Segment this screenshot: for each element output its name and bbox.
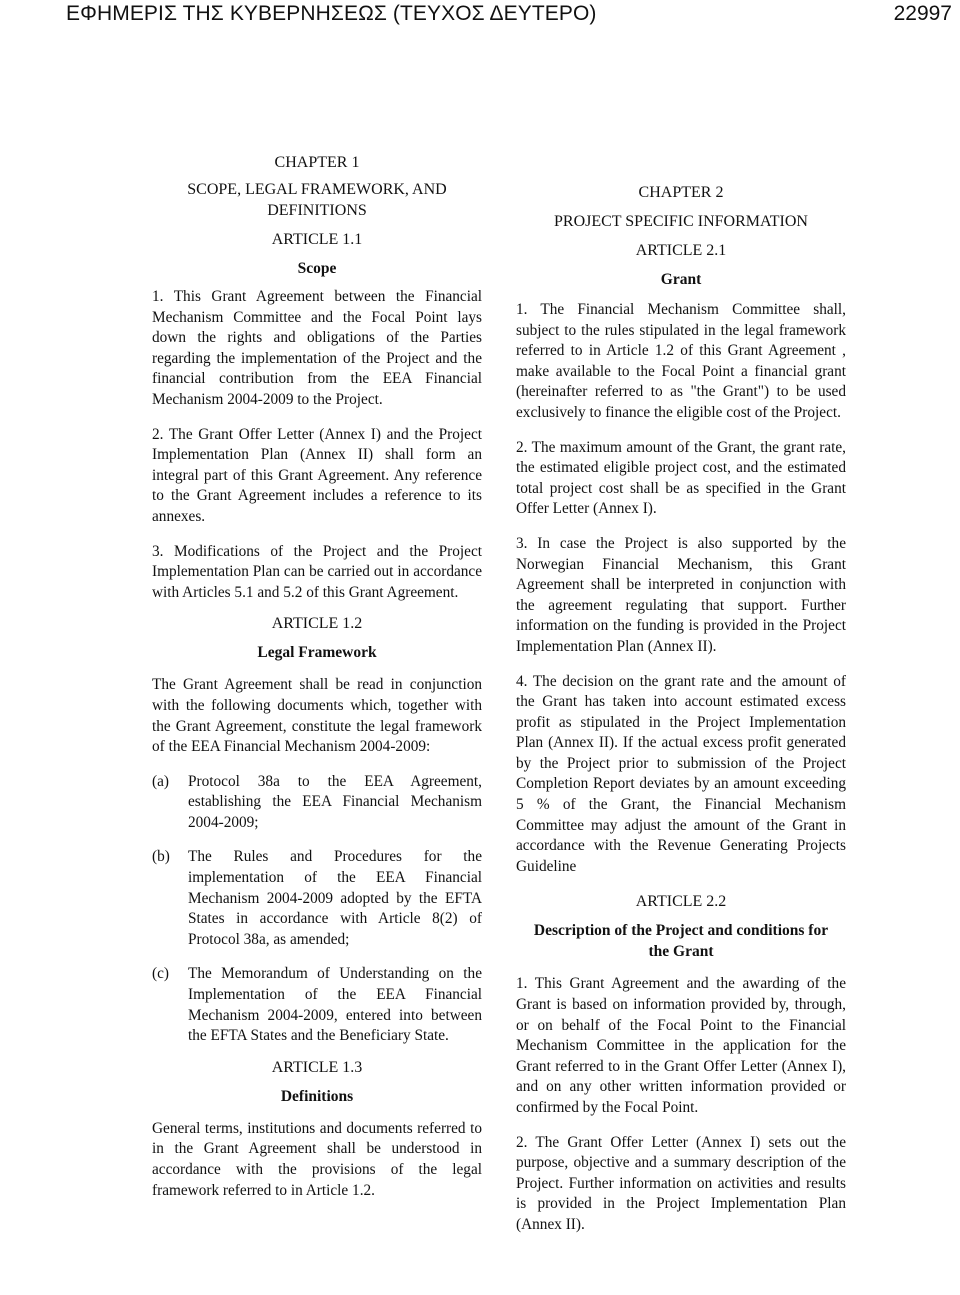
article-heading: Grant (660, 271, 702, 288)
article-label: ARTICLE 1.1 (271, 231, 363, 248)
article-label: ARTICLE 2.2 (635, 893, 727, 911)
page-header (0, 0, 960, 30)
article-label: ARTICLE 1.3 (271, 1058, 363, 1076)
paragraph: The Grant Agreement shall be read in conjunction with the following documents which, together with the Grant Agreement, constitute the legal framework of the EEA Financial Mechanism 2004-2009: (152, 676, 482, 756)
list-item (152, 964, 482, 1046)
chapter-title: SCOPE, LEGAL FRAMEWORK, AND DEFINITIONS (187, 181, 447, 219)
gazette-title: ΕΦΗΜΕΡΙΣ ΤΗΣ ΚΥΒΕΡΝΗΣΕΩΣ (ΤΕΥΧΟΣ ΔΕΥΤΕΡΟ) (66, 2, 597, 25)
list-item-label: (b) (152, 848, 170, 866)
paragraph: General terms, institutions and documents referred to in the Grant Agreement shall be understood in accordance with the provisions of the legal framework referred to in Article 1.2. (152, 1119, 482, 1199)
right-column (516, 182, 846, 1236)
chapter-label: CHAPTER 2 (638, 184, 724, 201)
paragraph: 3. In case the Project is also supported by the Norwegian Financial Mechanism, this Grant Agreement shall be interpreted in conjunction with the agreement regulating that support. Further information on the funding is provided in the Project Implementation Plan (Annex II). (516, 534, 846, 655)
list-item-text: Protocol 38a to the EEA Agreement, establishing the EEA Financial Mechanism 2004-2009; (188, 772, 482, 831)
paragraph: 2. The maximum amount of the Grant, the grant rate, the estimated eligible project cost, and the estimated total project cost shall be as specified in the Grant Offer Letter (Annex I). (516, 438, 846, 518)
left-column (152, 152, 482, 1201)
paragraph: 1. This Grant Agreement between the Financial Mechanism Committee and the Focal Point lays down the rights and obligations of the Parties regarding the implementation of the Project and the financial contribution from the EEA Financial Mechanism 2004-2009 to the Project. (152, 288, 482, 408)
list-item (152, 847, 482, 950)
list-item-label: (a) (152, 772, 169, 790)
list-item (152, 772, 482, 834)
paragraph: 2. The Grant Offer Letter (Annex I) sets out the purpose, objective and a summary description of the Project. Further information on activities and results is provided in the Project Implementation Plan (Annex II). (516, 1133, 846, 1233)
article-heading: Scope (297, 260, 337, 277)
list-item-text: The Rules and Procedures for the implementation of the EEA Financial Mechanism 2004-2009 adopted by the EFTA States in accordance with Article 8(2) of Protocol 38a, as amended; (188, 848, 482, 948)
article-heading: Description of the Project and conditions for the Grant (533, 922, 829, 961)
paragraph: 2. The Grant Offer Letter (Annex I) and the Project Implementation Plan (Annex II) shall form an integral part of this Grant Agreement. Any reference to the Grant Agreement includes a reference to its annexes. (152, 425, 482, 525)
page-number: 22997 (893, 2, 952, 25)
paragraph: 3. Modifications of the Project and the Project Implementation Plan can be carried out in accordance with Articles 5.1 and 5.2 of this Grant Agreement. (152, 542, 482, 601)
article-heading: Legal Framework (257, 644, 377, 662)
list-item-label: (c) (152, 965, 169, 983)
chapter-label: CHAPTER 1 (274, 154, 360, 171)
list-item-text: The Memorandum of Understanding on the Implementation of the EEA Financial Mechanism 2004-2009, entered into between the EFTA States and the Beneficiary State. (188, 965, 482, 1045)
paragraph: 4. The decision on the grant rate and the amount of the Grant has taken into account estimated excess profit as stipulated in the Project Implementation Plan (Annex II). If the actual excess profit generated by the Project prior to submission of the Project Completion Report deviates by an amount exceeding 5 % of the Grant, the Financial Mechanism Committee may adjust the amount of the Grant in accordance with the Revenue Generating Projects Guideline (516, 672, 846, 875)
chapter-title: PROJECT SPECIFIC INFORMATION (554, 213, 808, 230)
article-label: ARTICLE 2.1 (635, 242, 727, 259)
paragraph: 1. This Grant Agreement and the awarding of the Grant is based on information provided by, through, or on behalf of the Focal Point to the Financial Mechanism Committee in the application for the Grant referred to in the Grant Offer Letter (Annex I), and on any other written information provided or confirmed by the Focal Point. (516, 975, 846, 1116)
article-label: ARTICLE 1.2 (271, 615, 363, 633)
article-heading: Definitions (280, 1087, 354, 1105)
paragraph: 1. The Financial Mechanism Committee shall, subject to the rules stipulated in the legal framework referred to in Article 1.2 of this Grant Agreement , make available to the Focal Point a financial grant (hereinafter referred to as "the Grant") to be used exclusively to finance the eligible cost of the Project. (516, 301, 846, 421)
